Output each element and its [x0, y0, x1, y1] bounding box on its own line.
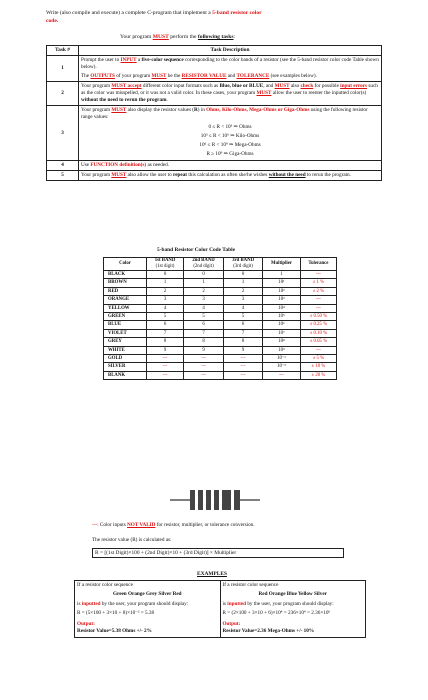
hdr-band1 — [147, 258, 184, 271]
cell-multiplier: 10⁻¹ — [263, 355, 301, 363]
t5-without: without the need — [268, 172, 306, 179]
t3-must: MUST — [111, 107, 127, 114]
cell-band3: 9 — [224, 346, 263, 354]
note-text-2: for resistor, multiplier, or tolerance conversion. — [155, 522, 255, 528]
task-description — [79, 106, 382, 161]
cell-band2: 5 — [184, 313, 224, 321]
t1-input: INPUT — [120, 57, 137, 64]
range-list — [81, 123, 379, 159]
cell-tolerance: ± 20 % — [300, 371, 336, 379]
task-table — [46, 45, 382, 181]
cell-band1: 5 — [147, 313, 184, 321]
assignment-header — [46, 9, 382, 25]
t1-text-c: corresponding to the color bands of a resistor (see the 5-band resistor color code Table shown below). — [81, 57, 379, 71]
subheading-colon: : — [233, 34, 236, 40]
t3-a2: also display the resistor values ( — [126, 107, 195, 114]
t1-p2c: be the — [166, 73, 182, 80]
cell-tolerance: ± 0.10 % — [300, 329, 336, 337]
cell-band1: --- — [147, 371, 184, 379]
task-description — [79, 161, 382, 171]
hdr-band1-label: 1st BAND — [154, 258, 176, 263]
task-number: 4 — [47, 161, 79, 171]
cell-band2: 7 — [184, 329, 224, 337]
t4-a2: as needed. — [146, 162, 170, 169]
calc-intro: The resistor value (R) is calculated as: — [92, 537, 172, 543]
code-table-row — [104, 313, 337, 321]
task-row-1 — [47, 56, 382, 82]
cell-color: GREY — [104, 338, 147, 346]
t5-a2: also allow the user to — [126, 172, 173, 179]
cell-band1: 0 — [147, 271, 184, 279]
cell-color: WHITE — [104, 346, 147, 354]
code-table-row — [104, 355, 337, 363]
cell-multiplier: 10³ — [263, 296, 301, 304]
ex1-inputted-line — [77, 601, 218, 608]
cell-band1: 9 — [147, 346, 184, 354]
t1-resistor-value: RESISTOR VALUE — [181, 73, 227, 80]
t2-no-rerun: without the need to rerun the program — [81, 97, 167, 104]
code-table-row — [104, 321, 337, 329]
cell-band1: 1 — [147, 279, 184, 287]
t2-a8: . — [166, 97, 168, 104]
subheading-tasks: following tasks — [197, 34, 234, 40]
t1-bold: five-color sequence — [141, 57, 184, 64]
t2-a4: also — [289, 83, 301, 90]
hdr-color: Color — [104, 258, 147, 271]
t2-a5: for possible — [313, 83, 341, 90]
t5-must: MUST — [111, 172, 127, 179]
code-table-row — [104, 363, 337, 371]
cell-tolerance: ± 5 % — [300, 355, 336, 363]
t1-outputs: OUTPUTS — [90, 73, 115, 80]
task-number: 2 — [47, 82, 79, 106]
task-number: 1 — [47, 56, 79, 82]
cell-band3: 7 — [224, 329, 263, 337]
task-description — [79, 171, 382, 181]
example-right — [220, 581, 366, 638]
t2-must-2: MUST — [256, 90, 272, 97]
code-table-row — [104, 279, 337, 287]
cell-band1: 3 — [147, 296, 184, 304]
cell-tolerance: --- — [300, 304, 336, 312]
color-code-table — [103, 257, 337, 380]
cell-color: BLACK — [104, 271, 147, 279]
t5-a3: this calculation as often she/he wishes — [187, 172, 269, 179]
cell-multiplier: 10⁸ — [263, 338, 301, 346]
range-kilo: 10³ ≤ R < 10⁶ ⇒ Kilo-Ohms — [200, 133, 260, 140]
hdr-band3-label: 3rd BAND — [232, 258, 255, 263]
cell-multiplier: 10² — [263, 287, 301, 295]
cell-band2: 8 — [184, 338, 224, 346]
t1-tolerance: TOLERANCE — [236, 73, 270, 80]
cell-band2: 1 — [184, 279, 224, 287]
t3-a4: using the following resistor range values: — [81, 107, 368, 121]
code-table-row — [104, 271, 337, 279]
resistor-band — [195, 490, 198, 510]
t2-a2: different color input formats such as — [141, 83, 220, 90]
cell-multiplier: 10⁴ — [263, 304, 301, 312]
cell-band1: --- — [147, 355, 184, 363]
t2-must-accept: MUST accept — [111, 83, 142, 90]
task-row-3 — [47, 106, 382, 161]
ex1-calc: R = (5×100 + 3×10 + 8)×10⁻² = 5.38 — [77, 609, 155, 616]
cell-band1: 8 — [147, 338, 184, 346]
t1-p2: The — [81, 73, 91, 80]
cell-tolerance: ± 2 % — [300, 287, 336, 295]
hdr-band3 — [224, 258, 263, 271]
code-table-row — [104, 304, 337, 312]
cell-band1: --- — [147, 363, 184, 371]
ex1-inputted: inputted — [81, 600, 101, 607]
code-table-row — [104, 338, 337, 346]
cell-tolerance: ± 1 % — [300, 279, 336, 287]
calc-formula: R = [(1st Digit)×100 + (2nd Digit)×10 + (3rd Digit)] × Multiplier — [92, 548, 344, 558]
ex1-l2a: is — [77, 600, 82, 607]
t1-p2e: (see examples below). — [269, 73, 317, 80]
task-table-header — [47, 46, 382, 56]
cell-color: BLANK — [104, 371, 147, 379]
ex2-output-label: Output: — [222, 621, 241, 628]
t2-a6: such as the color was misspelled, or it was not a valid color. In these cases, your program — [81, 83, 378, 97]
t1-text-b: a — [136, 57, 142, 64]
cell-color: RED — [104, 287, 147, 295]
ex2-output: Resistor Value=2.36 Mega-Ohms +/- 10% — [222, 628, 315, 635]
cell-band2: 0 — [184, 271, 224, 279]
cell-tolerance: --- — [300, 346, 336, 354]
cell-band1: 2 — [147, 287, 184, 295]
cell-multiplier: 1 — [263, 271, 301, 279]
cell-band3: --- — [224, 371, 263, 379]
task-row-2 — [47, 82, 382, 106]
header-highlight-2: code. — [46, 18, 59, 25]
range-giga: R ≥ 10⁹ ⇒ Giga-Ohms — [206, 151, 254, 158]
t5-repeat: repeat — [173, 172, 188, 179]
cell-band3: 1 — [224, 279, 263, 287]
range-mega: 10⁶ ≤ R < 10⁹ ⇒ Mega-Ohms — [199, 142, 261, 149]
hdr-band2-sub: (2nd digit) — [193, 264, 214, 269]
cell-band1: 6 — [147, 321, 184, 329]
task-number: 3 — [47, 106, 79, 161]
cell-tolerance: ± 0.25 % — [300, 321, 336, 329]
cell-color: GOLD — [104, 355, 147, 363]
t2-formats: Blue, blue or BLUE — [219, 83, 264, 90]
ex1-intro: If a resistor color sequence — [77, 582, 133, 588]
cell-band2: 2 — [184, 287, 224, 295]
t3-r: R — [194, 107, 198, 114]
cell-multiplier: --- — [263, 371, 301, 379]
hdr-band1-sub: (1st digit) — [155, 264, 175, 269]
t3-a: Your program — [81, 107, 112, 114]
code-table-row — [104, 329, 337, 337]
ex2-l2a: is — [222, 600, 228, 607]
cell-tolerance: ± 0.50 % — [300, 313, 336, 321]
cell-band3: 3 — [224, 296, 263, 304]
cell-color: SILVER — [104, 363, 147, 371]
ex1-output: Resistor Value=5.38 Ohms +/- 2% — [77, 628, 152, 635]
cell-color: BLUE — [104, 321, 147, 329]
note-dash: --- — [92, 522, 98, 528]
cell-color: GREEN — [104, 313, 147, 321]
examples-row — [75, 581, 366, 638]
cell-multiplier: 10⁶ — [263, 321, 301, 329]
t3-units: Ohms, Kilo-Ohms, Mega-Ohms or Giga-Ohms — [206, 107, 310, 114]
ex2-sequence: Red Orange Blue Yellow Silver — [258, 591, 327, 598]
examples-title: EXAMPLES — [197, 571, 227, 577]
cell-tolerance: ± 0.05 % — [300, 338, 336, 346]
code-table-title: 5-band Resistor Color Code Table — [157, 247, 235, 253]
cell-band3: 0 — [224, 271, 263, 279]
task-number: 5 — [47, 171, 79, 181]
ex1-l2b: by the user, your program should display: — [100, 600, 189, 607]
cell-band2: 3 — [184, 296, 224, 304]
cell-multiplier: 10⁷ — [263, 329, 301, 337]
hdr-band2 — [184, 258, 224, 271]
cell-band1: 7 — [147, 329, 184, 337]
cell-color: ORANGE — [104, 296, 147, 304]
cell-band3: 2 — [224, 287, 263, 295]
cell-band1: 4 — [147, 304, 184, 312]
cell-color: YELLOW — [104, 304, 147, 312]
code-table-row — [104, 346, 337, 354]
cell-tolerance: ± 10 % — [300, 363, 336, 371]
resistor-band — [231, 490, 234, 510]
cell-band2: --- — [184, 371, 224, 379]
t5-a4: to rerun the program. — [305, 172, 351, 179]
t2-must: MUST — [274, 83, 290, 90]
ex2-intro: If a resistor color sequence — [222, 582, 279, 588]
cell-band3: 6 — [224, 321, 263, 329]
resistor-band — [203, 490, 206, 510]
example-left — [75, 581, 221, 638]
t4-function: FUNCTION definition(s) — [90, 162, 147, 169]
range-ohms: 0 ≤ R < 10³ ⇒ Ohms — [208, 124, 252, 131]
header-text: Write (also compile and execute) a complete C-program that implement a — [46, 10, 213, 16]
ex2-l2b: by the user, your program should display: — [246, 600, 334, 607]
cell-band2: --- — [184, 355, 224, 363]
t2-a3: , and — [263, 83, 275, 90]
cell-tolerance: --- — [300, 296, 336, 304]
code-table-row — [104, 287, 337, 295]
subheading-text: Your program — [120, 34, 153, 40]
ex2-inputted: inputted — [227, 600, 247, 607]
subheading-must: MUST — [152, 34, 169, 40]
cell-band3: --- — [224, 363, 263, 371]
hdr-multiplier: Multiplier — [263, 258, 301, 271]
resistor-band — [219, 490, 222, 510]
task-row-5 — [47, 171, 382, 181]
cell-band3: 4 — [224, 304, 263, 312]
note-text: : Color inputs — [97, 522, 128, 528]
ex2-inputted-line — [223, 601, 364, 608]
header-highlight: 5-band resistor color — [212, 10, 262, 16]
cell-multiplier: 10⁹ — [263, 346, 301, 354]
ex1-output-label: Output: — [77, 621, 95, 628]
cell-band2: 9 — [184, 346, 224, 354]
cell-band3: 8 — [224, 338, 263, 346]
t2-check: check — [300, 83, 314, 90]
t1-p2b: of your program — [114, 73, 152, 80]
cell-band3: 5 — [224, 313, 263, 321]
cell-color: BROWN — [104, 279, 147, 287]
t2-a7: allow the user to reenter the inputted color(s) — [271, 90, 367, 97]
t1-must: MUST — [151, 73, 167, 80]
t1-text: Prompt the user to — [81, 57, 121, 64]
cell-color: VIOLET — [104, 329, 147, 337]
invalid-note — [92, 522, 255, 528]
tasks-subheading — [120, 34, 235, 40]
task-description — [79, 82, 382, 106]
resistor-illustration — [170, 488, 260, 512]
hdr-band2-label: 2nd BAND — [192, 258, 215, 263]
code-table-row — [104, 371, 337, 379]
t5-a: Your program — [81, 172, 112, 179]
ex1-sequence: Green Orange Grey Silver Red — [112, 591, 182, 598]
hdr-tolerance: Tolerance — [300, 258, 336, 271]
cell-tolerance: --- — [300, 271, 336, 279]
t4-a: Use — [81, 162, 91, 169]
code-table-header — [104, 258, 337, 271]
cell-band3: --- — [224, 355, 263, 363]
hdr-band3-sub: (3rd digit) — [233, 264, 253, 269]
task-row-4 — [47, 161, 382, 171]
t2-a: Your program — [81, 83, 112, 90]
cell-band2: 6 — [184, 321, 224, 329]
cell-multiplier: 10¹ — [263, 279, 301, 287]
t2-input-errors: input errors — [340, 83, 368, 90]
subheading-text-2: perform the — [168, 34, 198, 40]
t1-p2d: and — [226, 73, 237, 80]
resistor-band — [211, 490, 214, 510]
ex2-calc: R = (2×100 + 3×10 + 6)×10⁴ = 236×10⁴ = 2.36×10⁶ — [222, 609, 331, 616]
task-description — [79, 56, 382, 82]
cell-multiplier: 10⁵ — [263, 313, 301, 321]
examples-table — [74, 580, 366, 638]
cell-band2: 4 — [184, 304, 224, 312]
col-task: Task # — [47, 46, 79, 56]
code-table-row — [104, 296, 337, 304]
note-not-valid: NOT VALID — [127, 522, 156, 528]
col-description: Task Description — [79, 46, 382, 56]
cell-multiplier: 10⁻² — [263, 363, 301, 371]
t3-a3: ) in — [197, 107, 207, 114]
cell-band2: --- — [184, 363, 224, 371]
code-table-body — [104, 271, 337, 380]
